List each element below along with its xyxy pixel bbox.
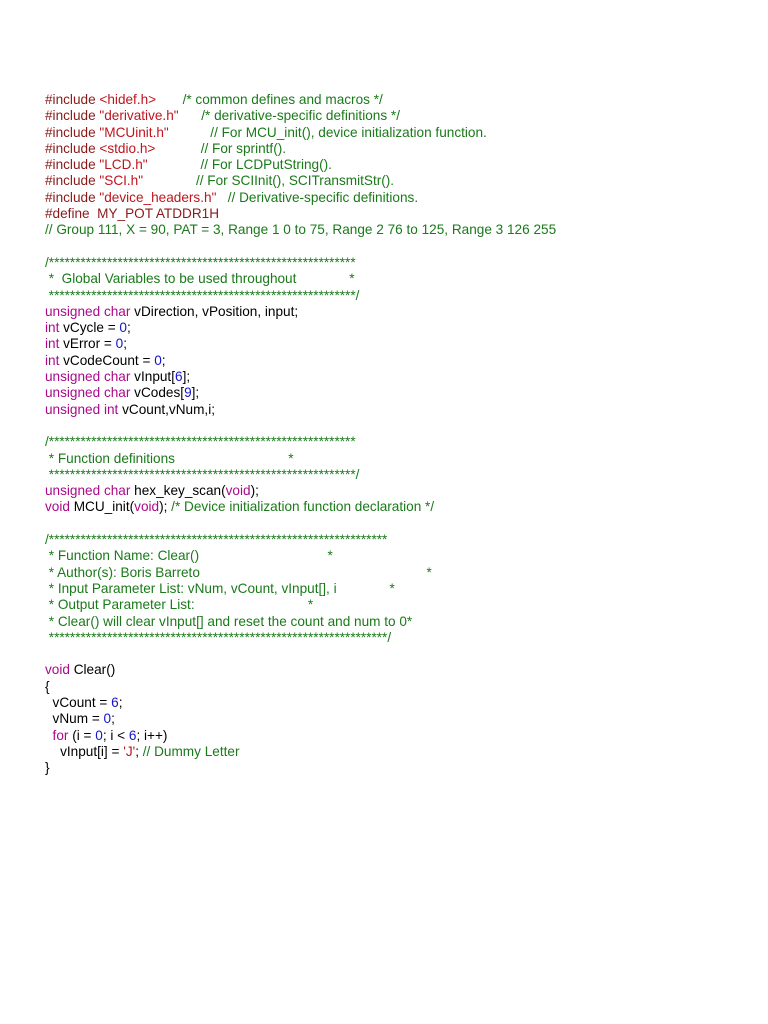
decl-end: ; [161,352,166,368]
include-line [45,173,556,189]
statement-end: ; [135,743,143,759]
include-file: "MCUinit.h" [99,124,169,140]
funcdef-comment-title: * Function definitions * [45,450,294,466]
include-file: <stdio.h> [99,140,156,156]
number-literal: 0 [154,352,162,368]
spacer [148,157,201,172]
preprocessor: #include [45,189,100,205]
preprocessor: #include [45,124,100,140]
statement-vcount [45,695,556,711]
clear-signature [45,662,556,678]
comment: // Derivative-specific definitions. [227,189,419,205]
decl-end: ); [159,499,172,515]
decl-end: ]; [182,369,191,385]
spacer [143,173,196,188]
param-keyword: void [134,499,160,515]
include-file: "device_headers.h" [99,189,217,205]
decl-text: vCount,vNum,i; [118,401,216,417]
decl-end: ]; [191,385,200,401]
globals-comment-bottom: **********************************************************/ [45,287,360,303]
number-literal: 6 [128,727,137,743]
preprocessor: #include [45,92,100,107]
statement-end: ; [111,711,115,727]
comment: // For SCIInit(), SCITransmitStr(). [195,173,395,189]
include-line [45,141,556,157]
preprocessor: #include [45,140,100,156]
include-file: "SCI.h" [99,173,144,189]
decl-text: vError = [59,336,116,352]
decl-text: vDirection, vPosition, input; [130,303,299,319]
for-keyword: for [45,727,69,743]
comment: /* derivative-specific definitions */ [201,108,400,124]
number-literal: 6 [175,369,183,385]
clear-comment-inputs: * Input Parameter List: vNum, vCount, vInput[], i * [45,580,395,596]
comment: // Dummy Letter [142,743,240,759]
globals-comment-top: /********************************************************** [45,254,356,270]
char-literal: 'J' [123,743,136,759]
include-line [45,92,556,108]
decl-text: vInput[ [130,369,175,385]
include-file: "derivative.h" [99,108,179,124]
global-decl [45,369,556,385]
global-decl [45,402,556,418]
type-keyword: unsigned char [45,483,131,499]
loop-text: ; i < [102,727,129,743]
global-decl [45,320,556,336]
statement-end: ; [118,694,123,710]
close-brace: } [45,760,50,776]
comment: // For sprintf(). [200,140,287,156]
type-keyword: unsigned char [45,369,131,385]
include-file: <hidef.h> [99,92,157,107]
function-name: Clear() [69,662,116,678]
param-keyword: void [225,483,251,499]
spacer [169,125,211,140]
decl-text: vCycle = [59,320,120,336]
for-loop [45,728,556,744]
type-keyword: int [45,320,60,336]
function-name: hex_key_scan( [130,483,226,499]
global-decl [45,304,556,320]
decl-end: ; [126,320,131,336]
spacer [179,108,202,123]
define-line: #define MY_POT ATDDR1H [45,206,220,222]
spacer [155,141,200,156]
blank-line [45,239,556,255]
clear-comment-name: * Function Name: Clear() * [45,548,333,564]
type-keyword: int [45,352,60,368]
decl-end: ); [250,483,259,499]
number-literal: 0 [95,727,103,743]
type-keyword: unsigned int [45,401,119,417]
type-keyword: unsigned char [45,303,131,319]
comment: /* Device initialization function declaration */ [171,499,435,515]
include-line [45,157,556,173]
statement-text: vNum = [45,711,104,727]
statement-vnum [45,711,556,727]
preprocessor: #include [45,157,100,173]
clear-comment-top: /**************************************************************** [45,532,388,548]
funcdef-comment-bottom: **********************************************************/ [45,466,360,482]
preprocessor: #include [45,108,100,124]
comment: /* common defines and macros */ [182,92,383,107]
clear-comment-author: * Author(s): Boris Barreto * [45,564,432,580]
statement-text: vInput[i] = [45,743,124,759]
number-literal: 0 [119,320,127,336]
loop-body [45,744,556,760]
include-line [45,125,556,141]
type-keyword: void [45,499,70,515]
type-keyword: unsigned char [45,385,131,401]
comment: // For LCDPutString(). [200,157,332,173]
group-comment: // Group 111, X = 90, PAT = 3, Range 1 0 to 75, Range 2 76 to 125, Range 3 126 255 [45,222,557,238]
include-line [45,108,556,124]
number-literal: 0 [115,336,124,352]
spacer [156,92,182,107]
type-keyword: int [45,336,60,352]
statement-text: vCount = [45,694,112,710]
loop-text: ; i++) [136,727,168,743]
clear-comment-outputs: * Output Parameter List: * [45,597,314,613]
global-decl [45,385,556,401]
funcdef-comment-top: /********************************************************** [45,434,356,450]
prototype-mcu-init [45,499,556,515]
spacer [216,190,227,205]
globals-comment-title: * Global Variables to be used throughout * [45,271,355,287]
function-name: MCU_init( [69,499,135,515]
decl-text: vCodes[ [130,385,185,401]
loop-text: (i = [68,727,96,743]
number-literal: 9 [184,385,192,401]
code-listing [45,92,556,776]
blank-line [45,418,556,434]
include-file: "LCD.h" [99,157,148,173]
global-decl [45,336,556,352]
clear-comment-bottom: ****************************************************************/ [45,629,392,645]
preprocessor: #include [45,173,100,189]
number-literal: 0 [103,711,112,727]
prototype-hex-key-scan [45,483,556,499]
include-line [45,190,556,206]
decl-text: vCodeCount = [59,352,155,368]
number-literal: 6 [111,694,119,710]
type-keyword: void [45,662,70,678]
blank-line [45,516,556,532]
global-decl [45,353,556,369]
decl-end: ; [123,336,127,352]
comment: // For MCU_init(), device initialization function. [210,124,487,140]
clear-comment-description: * Clear() will clear vInput[] and reset the count and num to 0* [45,613,413,629]
blank-line [45,646,556,662]
open-brace: { [45,678,50,694]
